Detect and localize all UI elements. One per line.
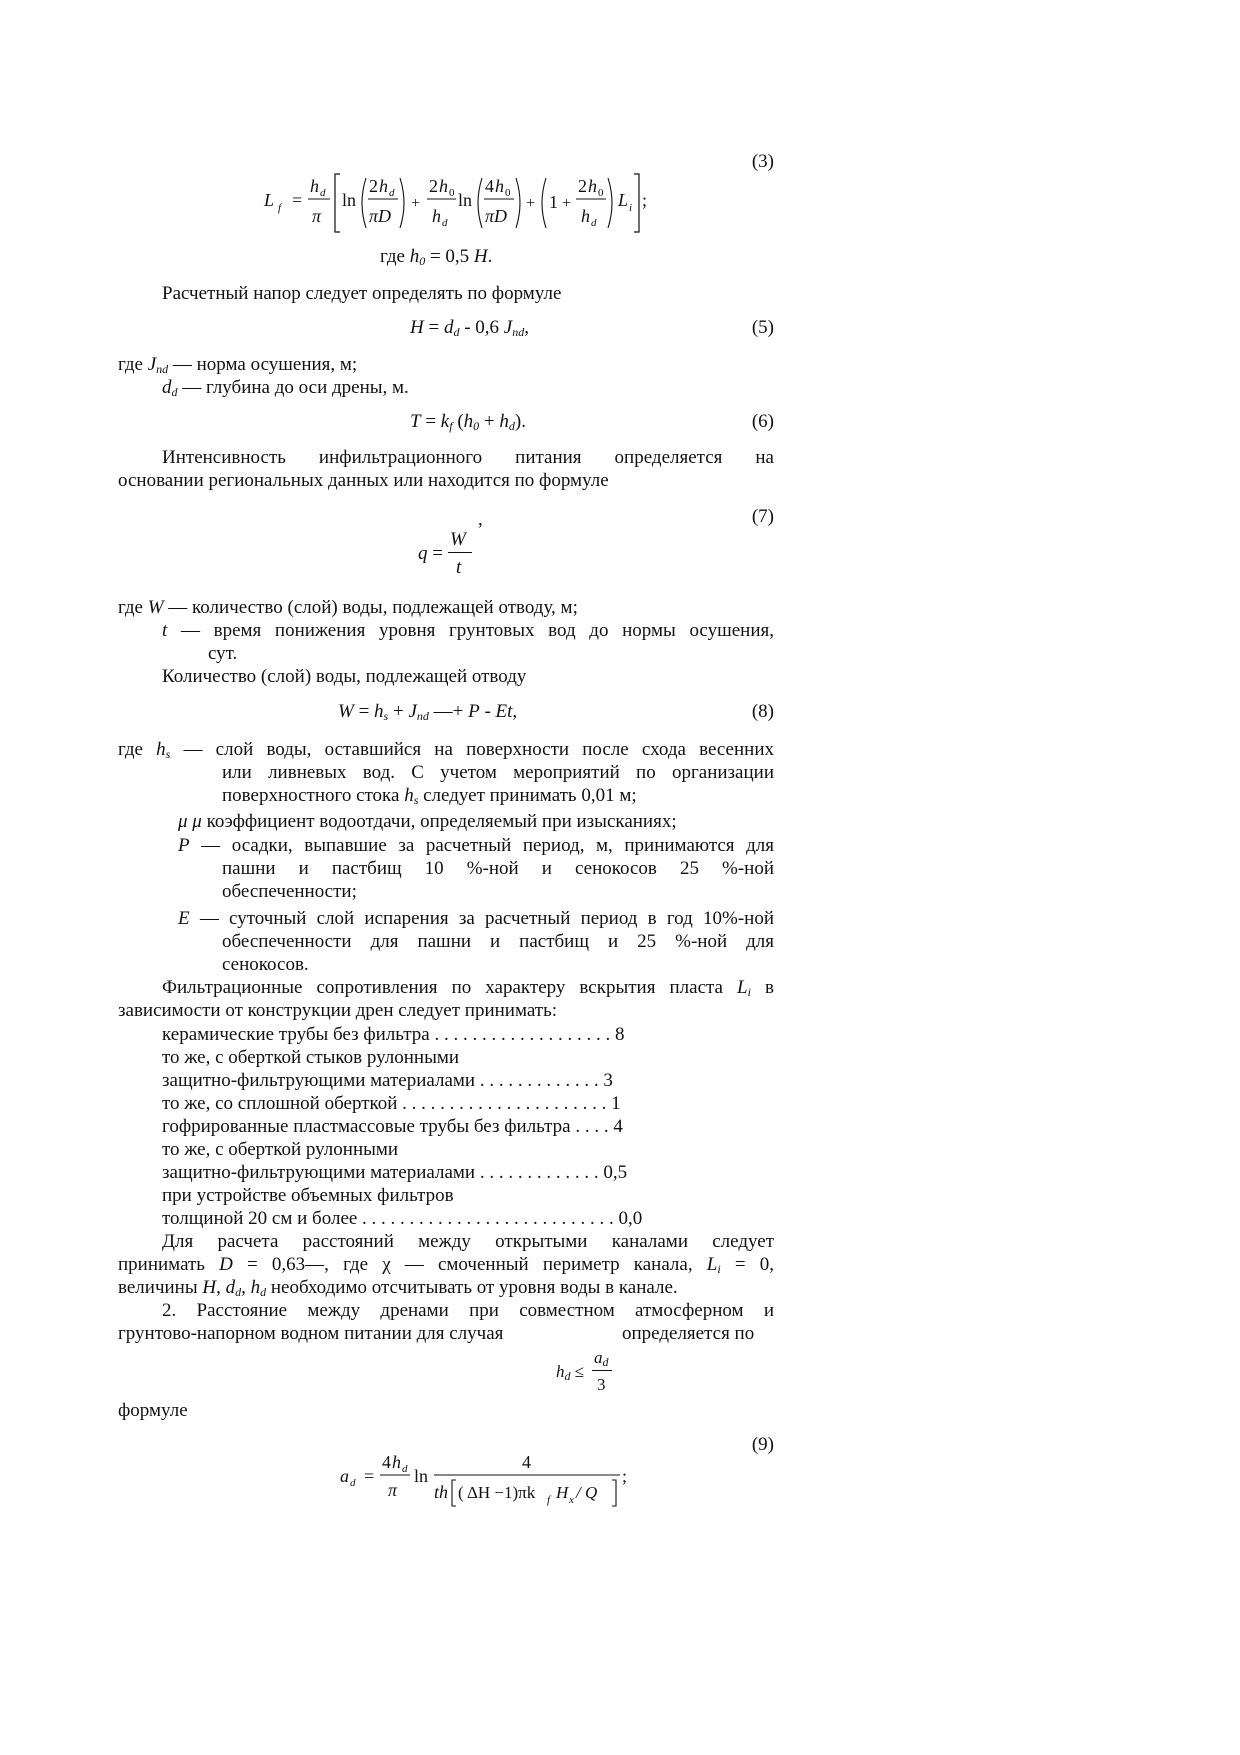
svg-text:2: 2 [369, 176, 378, 196]
svg-text:0: 0 [505, 187, 511, 199]
svg-text:2: 2 [578, 176, 587, 196]
svg-text:d: d [389, 187, 395, 199]
svg-text:th: th [434, 1482, 449, 1502]
list-item: при устройстве объемных фильтров [162, 1185, 454, 1206]
formula-7-comma: , [478, 509, 483, 530]
formula-3-note: где $h_0 = 0,5$ H. [380, 246, 493, 268]
formula-7-fraction-bar [448, 552, 472, 553]
list-item: то же, с оберткой рулонными [162, 1139, 399, 1160]
list-item: защитно-фильтрующими материалами . . . . . . . . . . . . . 0,5 [162, 1162, 628, 1183]
paragraph-item2-line2a: грунтово-напорном водном питании для случая [118, 1323, 504, 1344]
svg-text:2: 2 [429, 176, 438, 196]
svg-text:d: d [320, 187, 326, 199]
equation-number-5: (5) [751, 317, 774, 338]
definition-t-cont: сут. [208, 643, 238, 664]
svg-text:h: h [379, 176, 388, 196]
svg-text:h: h [392, 1452, 401, 1472]
svg-text:=: = [292, 190, 303, 210]
svg-text:i: i [629, 202, 633, 214]
list-item: толщиной 20 см и более . . . . . . . . . . . . . . . . . . . . . . . . . . . 0,0 [162, 1208, 643, 1229]
paragraph-formula-word: формуле [118, 1400, 188, 1421]
svg-text:h: h [588, 176, 597, 196]
svg-text:4: 4 [522, 1452, 531, 1472]
definition-hs-line1: где $h_s$ — слой воды, оставшийся на поверхности после схода весенних [118, 739, 774, 761]
definition-W: где W — количество (слой) воды, подлежащей отводу, м; [118, 597, 578, 618]
svg-text:0: 0 [598, 187, 604, 199]
svg-text:( ΔH −1)πk: ( ΔH −1)πk [458, 1483, 536, 1502]
svg-text:h: h [310, 176, 319, 196]
svg-text:H: H [556, 1483, 569, 1502]
definition-t: t — время понижения уровня грунтовых вод до нормы осушения, [162, 620, 774, 641]
formula-8: $W = h_s + J_{nd}$ —+ P - Et, [338, 701, 518, 723]
definition-P-line2: пашни и пастбищ 10 %-ной и сенокосов 25 %-ной [222, 858, 774, 879]
paragraph-open-line1: Для расчета расстояний между открытыми каналами следует [162, 1231, 774, 1252]
svg-text:L: L [618, 190, 629, 210]
equation-number-6: (6) [751, 411, 774, 432]
svg-text:f: f [278, 202, 282, 214]
svg-text:ln: ln [458, 190, 473, 210]
formula-7-numerator: W [450, 529, 466, 550]
paragraph-head: Расчетный напор следует определять по формуле [162, 283, 562, 304]
svg-text:h: h [495, 176, 504, 196]
list-item: то же, со сплошной оберткой . . . . . . . . . . . . . . . . . . . . . . 1 [162, 1093, 621, 1114]
svg-text:h: h [581, 206, 590, 226]
list-item: защитно-фильтрующими материалами . . . . . . . . . . . . . 3 [162, 1070, 613, 1091]
condition-numerator: $a_d$ [594, 1348, 609, 1369]
svg-text:+: + [562, 195, 572, 212]
svg-text:L: L [264, 190, 275, 210]
svg-text:a: a [340, 1466, 349, 1486]
paragraph-open-line2: принимать D = 0,63—, где χ — смоченный периметр канала, $L_i = 0$, [118, 1254, 774, 1276]
paragraph-amount: Количество (слой) воды, подлежащей отводу [162, 666, 527, 687]
condition-fraction-bar [592, 1370, 612, 1371]
definition-P-line1: P — осадки, выпавшие за расчетный период, м, принимаются для [178, 835, 774, 856]
condition-lhs: $h_d$ ≤ [556, 1362, 585, 1383]
formula-6: $T = k_f$ $(h_0 + h_d)$. [410, 411, 526, 433]
svg-text:+: + [526, 195, 536, 212]
formula-7-lhs: q = [418, 543, 443, 564]
svg-text:;: ; [622, 1466, 628, 1486]
svg-text:ln: ln [342, 190, 357, 210]
definition-P-line3: обеспеченности; [222, 881, 357, 902]
equation-number-8: (8) [751, 701, 774, 722]
paragraph-filter-line2: зависимости от конструкции дрен следует принимать: [118, 1000, 558, 1021]
definition-E-line1: E — суточный слой испарения за расчетный период в год 10%-ной [178, 908, 774, 929]
svg-text:4: 4 [382, 1452, 391, 1472]
svg-text:0: 0 [449, 187, 455, 199]
definition-hs-line3: поверхностного стока $h_s$ следует принимать 0,01 м; [222, 785, 637, 807]
svg-text:d: d [442, 217, 448, 229]
svg-text:=: = [364, 1466, 375, 1486]
svg-text:π: π [388, 1480, 398, 1500]
svg-text:π: π [312, 206, 322, 226]
svg-text:h: h [439, 176, 448, 196]
paragraph-item2-line1: 2. Расстояние между дренами при совместном атмосферном и [162, 1300, 774, 1321]
formula-5: $H = d_d - 0,6$ $J_{nd}$, [410, 317, 529, 339]
svg-text:;: ; [642, 190, 648, 210]
paragraph-filter-line1: Фильтрационные сопротивления по характеру вскрытия пласта $L_i$ в [162, 977, 774, 999]
svg-text:f: f [547, 1494, 551, 1506]
svg-text:x: x [569, 1494, 574, 1506]
list-item: то же, с оберткой стыков рулонными [162, 1047, 460, 1068]
svg-text:d: d [591, 217, 597, 229]
equation-number-3: (3) [751, 151, 774, 172]
definition-J: где $J_{nd}$ — норма осушения, м; [118, 354, 358, 376]
svg-text:πD: πD [485, 206, 508, 226]
definition-E-line2: обеспеченности для пашни и пастбищ и 25 %-ной для [222, 931, 774, 952]
svg-text:1: 1 [549, 192, 558, 212]
paragraph-intensity-line2: основании региональных данных или находится по формуле [118, 470, 609, 491]
definition-E-line3: сенокосов. [222, 954, 309, 975]
condition-denominator: 3 [597, 1375, 606, 1394]
svg-text:4: 4 [485, 176, 494, 196]
definition-hs-line2: или ливневых вод. С учетом мероприятий по организации [222, 762, 774, 783]
paragraph-open-line3: величины H, $d_d$, $h_d$ необходимо отсчитывать от уровня воды в канале. [118, 1277, 678, 1299]
list-item: керамические трубы без фильтра . . . . . . . . . . . . . . . . . . . 8 [162, 1024, 625, 1045]
equation-number-9: (9) [751, 1434, 774, 1455]
paragraph-intensity-line1: Интенсивность инфильтрационного питания определяется на [162, 447, 774, 468]
svg-text:d: d [350, 1477, 356, 1489]
svg-text:ln: ln [414, 1466, 429, 1486]
svg-text:d: d [402, 1463, 408, 1475]
definition-mu: μ μ коэффициент водоотдачи, определяемый при изысканиях; [178, 811, 677, 832]
paragraph-item2-line2b: определяется по [622, 1323, 755, 1344]
svg-text:h: h [432, 206, 441, 226]
formula-9 [338, 1448, 658, 1518]
definition-d: $d_d$ — глубина до оси дрены, м. [162, 377, 409, 399]
formula-3 [258, 170, 658, 240]
equation-number-7: (7) [751, 506, 774, 527]
list-item: гофрированные пластмассовые трубы без фильтра . . . . 4 [162, 1116, 623, 1137]
svg-text:+: + [411, 195, 421, 212]
svg-text:/ Q: / Q [576, 1483, 598, 1502]
formula-7-denominator: t [456, 557, 462, 578]
svg-text:πD: πD [369, 206, 392, 226]
